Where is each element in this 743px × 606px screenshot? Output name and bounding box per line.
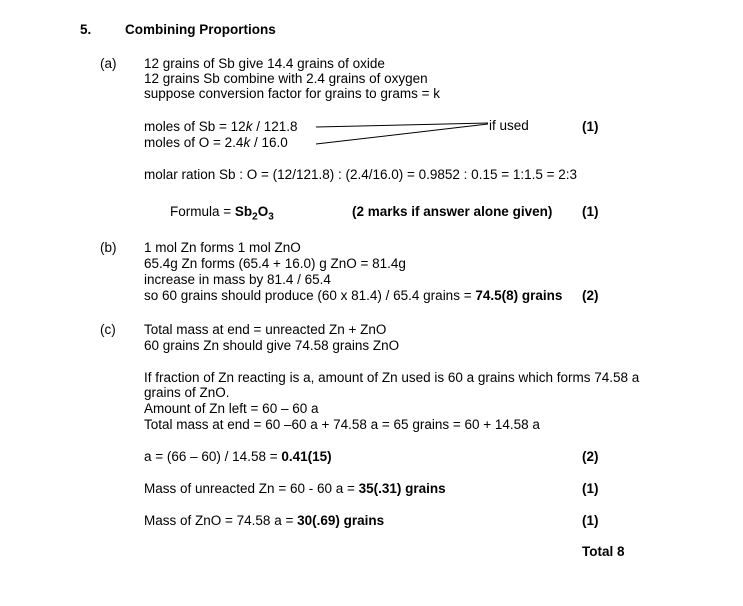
- formula-o-sub: 3: [268, 211, 274, 223]
- part-c-unreacted-line: [144, 481, 446, 497]
- part-c-a-answer: 0.41(15): [281, 449, 332, 464]
- part-b-line3: increase in mass by 81.4 / 65.4: [144, 272, 331, 287]
- mark-c-unreacted: (1): [582, 481, 599, 496]
- part-a-line1: 12 grains of Sb give 14.4 grains of oxide: [144, 56, 385, 71]
- part-c-zno-text: Mass of ZnO = 74.58 a =: [144, 513, 298, 528]
- connector-line-o: [316, 124, 488, 144]
- part-c-line6: Total mass at end = 60 –60 a + 74.58 a = 65 grains = 60 + 14.58 a: [144, 417, 540, 432]
- part-a-label: (a): [100, 56, 117, 71]
- mark-a2: (1): [582, 204, 599, 219]
- moles-o-post: / 16.0: [250, 135, 288, 150]
- moles-sb-pre: moles of Sb = 12: [144, 119, 246, 134]
- if-used-note: if used: [489, 118, 529, 133]
- part-c-unreacted-text: Mass of unreacted Zn = 60 - 60 a =: [144, 481, 359, 496]
- part-b-line1: 1 mol Zn forms 1 mol ZnO: [144, 240, 301, 255]
- molar-ratio-line: molar ration Sb : O = (12/121.8) : (2.4/16.0) = 0.9852 : 0.15 = 1:1.5 = 2:3: [144, 167, 578, 182]
- formula-note: (2 marks if answer alone given): [352, 204, 553, 219]
- part-b-line4: [144, 288, 562, 304]
- formula-line: [170, 204, 274, 226]
- part-c-zno-answer: 30(.69) grains: [297, 513, 385, 528]
- part-c-unreacted-answer: 35(.31) grains: [358, 481, 446, 496]
- part-c-line5: Amount of Zn left = 60 – 60 a: [144, 401, 319, 416]
- part-c-a-text: a = (66 – 60) / 14.58 =: [144, 449, 282, 464]
- part-c-label: (c): [100, 322, 116, 337]
- part-c-line2: 60 grains Zn should give 74.58 grains ZnO: [144, 338, 400, 353]
- question-number: 5.: [80, 22, 92, 37]
- moles-sb-post: / 121.8: [252, 119, 298, 134]
- formula-sb: Sb: [234, 204, 253, 219]
- part-c-line4: grains of ZnO.: [144, 385, 230, 400]
- connector-line-sb: [316, 123, 488, 127]
- formula-sb-sub: 2: [252, 211, 258, 223]
- total-marks: Total 8: [582, 544, 625, 559]
- moles-sb-k: k: [245, 119, 253, 134]
- mark-c-zno: (1): [582, 513, 599, 528]
- formula-o: O: [257, 204, 269, 219]
- moles-o-pre: moles of O = 2.4: [144, 135, 244, 150]
- part-a-line2: 12 grains Sb combine with 2.4 grains of oxygen: [144, 71, 428, 86]
- formula-label: Formula =: [170, 204, 235, 219]
- moles-o-k: k: [243, 135, 251, 150]
- part-c-a-line: [144, 449, 332, 465]
- part-b-line4-text: so 60 grains should produce (60 x 81.4) / 65.4 grains =: [144, 288, 476, 303]
- mark-a1: (1): [582, 119, 599, 134]
- question-title: Combining Proportions: [125, 22, 276, 37]
- mark-b: (2): [582, 288, 599, 303]
- part-b-line2: 65.4g Zn forms (65.4 + 16.0) g ZnO = 81.4g: [144, 256, 406, 271]
- part-a-line3: suppose conversion factor for grains to grams = k: [144, 86, 441, 101]
- part-c-zno-line: [144, 513, 384, 529]
- part-c-line3: If fraction of Zn reacting is a, amount of Zn used is 60 a grains which forms 74.58 a: [144, 370, 640, 385]
- mark-c-a: (2): [582, 449, 599, 464]
- part-b-label: (b): [100, 240, 117, 255]
- part-b-answer: 74.5(8) grains: [475, 288, 563, 303]
- part-c-line1: Total mass at end = unreacted Zn + ZnO: [144, 322, 387, 337]
